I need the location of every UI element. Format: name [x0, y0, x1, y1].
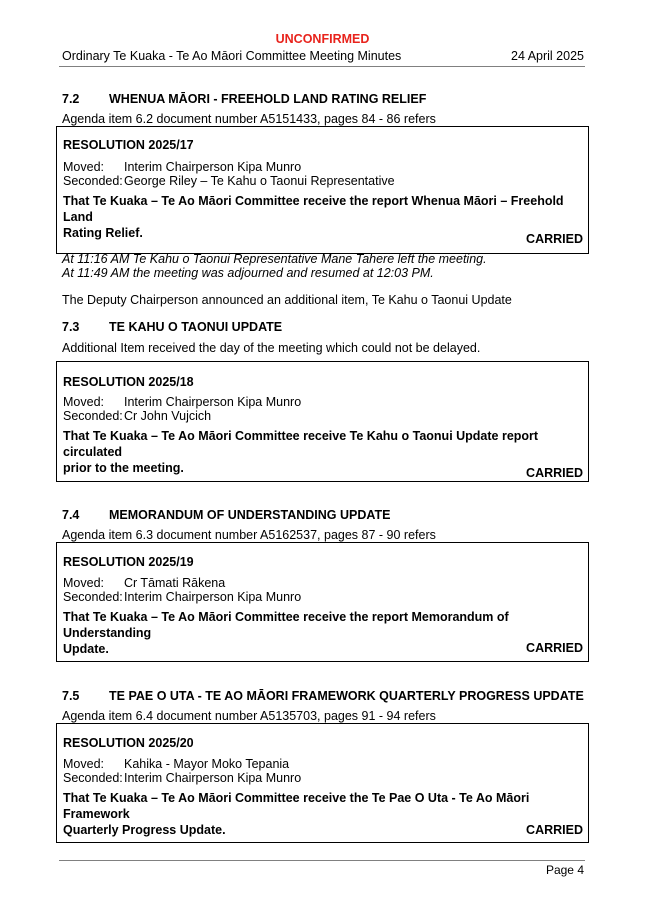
resolution-title: RESOLUTION 2025/19 — [63, 555, 194, 569]
resolution-title: RESOLUTION 2025/17 — [63, 138, 194, 152]
motion-line: That Te Kuaka – Te Ao Māori Committee receive the report Memorandum of Understanding — [63, 610, 509, 640]
note-adjourned: At 11:49 AM the meeting was adjourned and resumed at 12:03 PM. — [62, 266, 434, 280]
seconded-label: Seconded: — [63, 409, 123, 423]
moved-label: Moved: — [63, 395, 104, 409]
seconded-by: George Riley – Te Kahu o Taonui Representative — [124, 174, 395, 188]
moved-label: Moved: — [63, 576, 104, 590]
resolution-box — [56, 126, 589, 254]
page-number: Page 4 — [545, 863, 584, 877]
section-title: WHENUA MĀORI - FREEHOLD LAND RATING RELIEF — [109, 92, 427, 106]
section-title: MEMORANDUM OF UNDERSTANDING UPDATE — [109, 508, 391, 522]
section-title: TE PAE O UTA - TE AO MĀORI FRAMEWORK QUARTERLY PROGRESS UPDATE — [109, 689, 584, 703]
motion-line: prior to the meeting. — [63, 461, 184, 475]
agenda-reference: Agenda item 6.4 document number A5135703, pages 91 - 94 refers — [62, 709, 436, 723]
moved-by: Interim Chairperson Kipa Munro — [124, 395, 302, 409]
seconded-by: Interim Chairperson Kipa Munro — [124, 590, 302, 604]
note-additional-item: The Deputy Chairperson announced an additional item, Te Kahu o Taonui Update — [62, 293, 512, 307]
section-number: 7.4 — [62, 508, 80, 522]
motion-line: Update. — [63, 642, 109, 656]
resolution-title: RESOLUTION 2025/18 — [63, 375, 194, 389]
section-number: 7.2 — [62, 92, 80, 106]
moved-label: Moved: — [63, 757, 104, 771]
seconded-label: Seconded: — [63, 590, 123, 604]
carried-label: CARRIED — [526, 232, 583, 246]
seconded-label: Seconded: — [63, 771, 123, 785]
resolution-box — [56, 723, 589, 843]
seconded-label: Seconded: — [63, 174, 123, 188]
moved-by: Interim Chairperson Kipa Munro — [124, 160, 302, 174]
resolution-motion — [63, 193, 583, 241]
carried-label: CARRIED — [526, 466, 583, 480]
section-number: 7.3 — [62, 320, 80, 334]
moved-label: Moved: — [63, 160, 104, 174]
section-number: 7.5 — [62, 689, 80, 703]
seconded-by: Interim Chairperson Kipa Munro — [124, 771, 302, 785]
resolution-motion — [63, 428, 583, 476]
seconded-by: Cr John Vujcich — [124, 409, 212, 423]
unconfirmed-label: UNCONFIRMED — [275, 32, 370, 46]
resolution-title: RESOLUTION 2025/20 — [63, 736, 194, 750]
motion-line: That Te Kuaka – Te Ao Māori Committee receive Te Kahu o Taonui Update report circulated — [63, 429, 539, 459]
document-title: Ordinary Te Kuaka - Te Ao Māori Committee Meeting Minutes — [62, 49, 402, 63]
motion-line: Rating Relief. — [63, 226, 143, 240]
agenda-reference: Additional Item received the day of the meeting which could not be delayed. — [62, 341, 481, 355]
agenda-reference: Agenda item 6.2 document number A5151433, pages 84 - 86 refers — [62, 112, 436, 126]
resolution-box — [56, 361, 589, 482]
moved-by: Kahika - Mayor Moko Tepania — [124, 757, 290, 771]
resolution-motion — [63, 790, 583, 838]
footer-divider — [59, 860, 585, 861]
carried-label: CARRIED — [526, 823, 583, 837]
motion-line: Quarterly Progress Update. — [63, 823, 226, 837]
header-divider — [59, 66, 585, 67]
moved-by: Cr Tāmati Rākena — [124, 576, 226, 590]
section-title: TE KAHU O TAONUI UPDATE — [109, 320, 283, 334]
note-left-meeting: At 11:16 AM Te Kahu o Taonui Representative Mane Tahere left the meeting. — [62, 252, 487, 266]
resolution-motion — [63, 609, 583, 657]
agenda-reference: Agenda item 6.3 document number A5162537, pages 87 - 90 refers — [62, 528, 436, 542]
motion-line: That Te Kuaka – Te Ao Māori Committee receive the Te Pae O Uta - Te Ao Māori Framework — [63, 791, 530, 821]
carried-label: CARRIED — [526, 641, 583, 655]
resolution-box — [56, 542, 589, 662]
motion-line: That Te Kuaka – Te Ao Māori Committee receive the report Whenua Māori – Freehold Land — [63, 194, 564, 224]
meeting-date: 24 April 2025 — [511, 49, 584, 63]
